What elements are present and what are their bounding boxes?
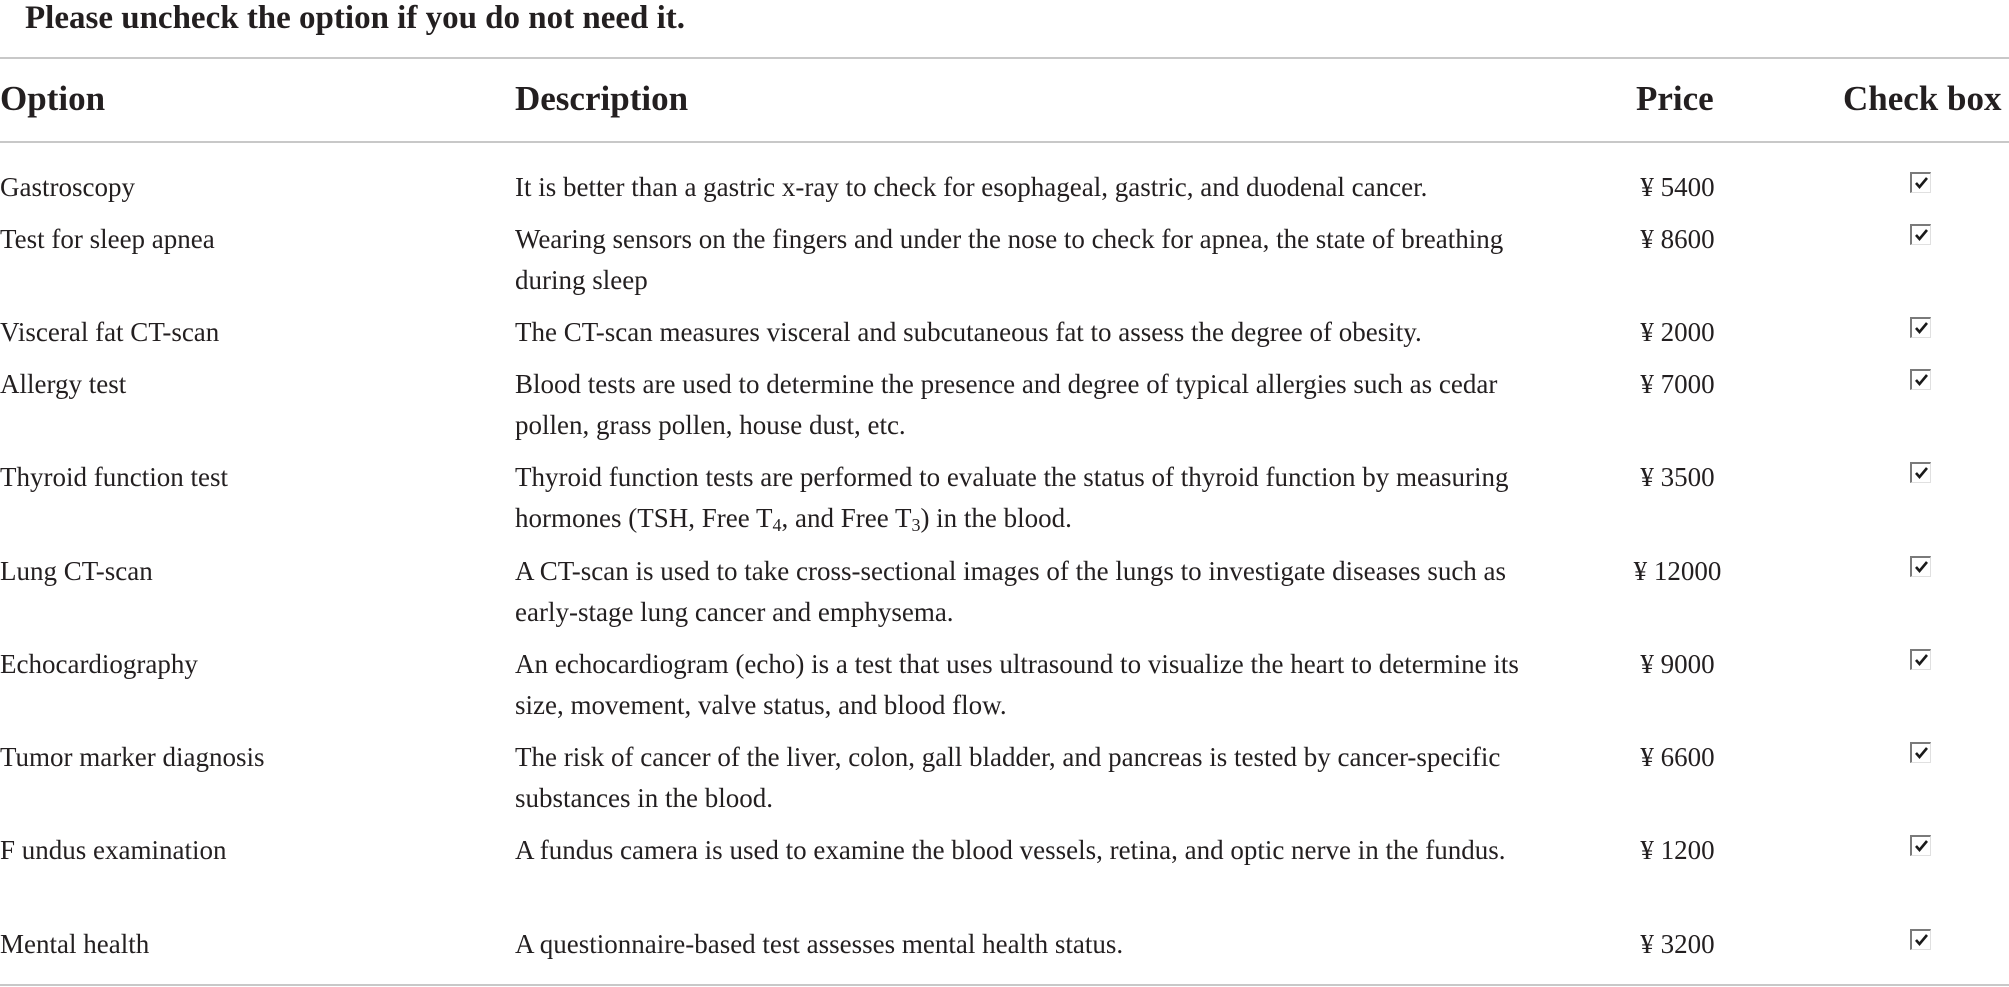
column-header-checkbox: Check box	[1843, 79, 2002, 118]
table-bottom-rule	[0, 984, 2009, 986]
option-price: ¥ 1200	[1640, 835, 1715, 865]
checkmark-icon	[1913, 372, 1930, 389]
option-name: Allergy test	[0, 369, 127, 399]
option-description: A CT-scan is used to take cross-sectional images of the lungs to investigate diseases such as early-stage lung cancer and emphysema.	[515, 556, 1507, 627]
column-header-description: Description	[515, 79, 689, 118]
option-price: ¥ 8600	[1640, 224, 1715, 254]
option-price: ¥ 3200	[1640, 929, 1715, 959]
option-checkbox[interactable]	[1910, 742, 1931, 763]
checkmark-icon	[1913, 175, 1930, 192]
option-description: A fundus camera is used to examine the blood vessels, retina, and optic nerve in the fundus.	[515, 835, 1506, 865]
option-name: Test for sleep apnea	[0, 224, 215, 254]
option-checkbox[interactable]	[1910, 369, 1931, 390]
checkbox-cell	[1910, 835, 1931, 856]
option-description: An echocardiogram (echo) is a test that uses ultrasound to visualize the heart to determine its size, movement, valve status, and blood flow.	[515, 649, 1519, 720]
option-price: ¥ 7000	[1640, 369, 1715, 399]
option-name: Visceral fat CT-scan	[0, 317, 220, 347]
option-price: ¥ 5400	[1640, 172, 1715, 202]
instruction-text: Please uncheck the option if you do not need it.	[25, 0, 686, 36]
checkmark-icon	[1913, 227, 1930, 244]
option-description: Blood tests are used to determine the presence and degree of typical allergies such as cedar pollen, grass pollen, house dust, etc.	[515, 369, 1498, 440]
checkmark-icon	[1913, 559, 1930, 576]
option-description: The risk of cancer of the liver, colon, gall bladder, and pancreas is tested by cancer-specific substances in the blood.	[515, 742, 1501, 813]
option-price: ¥ 12000	[1633, 556, 1722, 586]
option-name: Gastroscopy	[0, 172, 135, 202]
option-name: Mental health	[0, 929, 150, 959]
option-name: Tumor marker diagnosis	[0, 742, 265, 772]
checkbox-cell	[1910, 742, 1931, 763]
option-price: ¥ 6600	[1640, 742, 1715, 772]
checkmark-icon	[1913, 932, 1930, 949]
checkbox-cell	[1910, 369, 1931, 390]
checkmark-icon	[1913, 745, 1930, 762]
column-header-option: Option	[0, 79, 106, 118]
option-description: The CT-scan measures visceral and subcutaneous fat to assess the degree of obesity.	[515, 317, 1422, 347]
checkmark-icon	[1913, 838, 1930, 855]
option-checkbox[interactable]	[1910, 172, 1931, 193]
option-checkbox[interactable]	[1910, 462, 1931, 483]
option-description: Thyroid function tests are performed to evaluate the status of thyroid function by measuring hormones (TSH, Free $T_4$, and Free $T_3$) in the blood.	[515, 462, 1509, 535]
table-header-rule	[0, 141, 2009, 143]
column-header-price: Price	[1636, 79, 1714, 118]
checkbox-cell	[1910, 929, 1931, 950]
checkmark-icon	[1913, 465, 1930, 482]
option-name: Lung CT-scan	[0, 556, 153, 586]
checkbox-cell	[1910, 556, 1931, 577]
option-price: ¥ 9000	[1640, 649, 1715, 679]
checkbox-cell	[1910, 462, 1931, 483]
option-checkbox[interactable]	[1910, 929, 1931, 950]
option-description: Wearing sensors on the fingers and under the nose to check for apnea, the state of breathing during sleep	[515, 224, 1504, 295]
table-top-rule	[0, 57, 2009, 59]
checkbox-cell	[1910, 649, 1931, 670]
checkbox-cell	[1910, 172, 1931, 193]
option-checkbox[interactable]	[1910, 835, 1931, 856]
checkbox-cell	[1910, 224, 1931, 245]
option-name: Echocardiography	[0, 649, 198, 679]
option-name: F undus examination	[0, 835, 227, 865]
option-description: It is better than a gastric x-ray to check for esophageal, gastric, and duodenal cancer.	[515, 172, 1428, 202]
option-checkbox[interactable]	[1910, 649, 1931, 670]
option-price: ¥ 3500	[1640, 462, 1715, 492]
checkmark-icon	[1913, 652, 1930, 669]
option-checkbox[interactable]	[1910, 317, 1931, 338]
option-name: Thyroid function test	[0, 462, 228, 492]
option-description: A questionnaire-based test assesses mental health status.	[515, 929, 1124, 959]
checkbox-cell	[1910, 317, 1931, 338]
option-checkbox[interactable]	[1910, 224, 1931, 245]
option-checkbox[interactable]	[1910, 556, 1931, 577]
option-price: ¥ 2000	[1640, 317, 1715, 347]
checkmark-icon	[1913, 320, 1930, 337]
